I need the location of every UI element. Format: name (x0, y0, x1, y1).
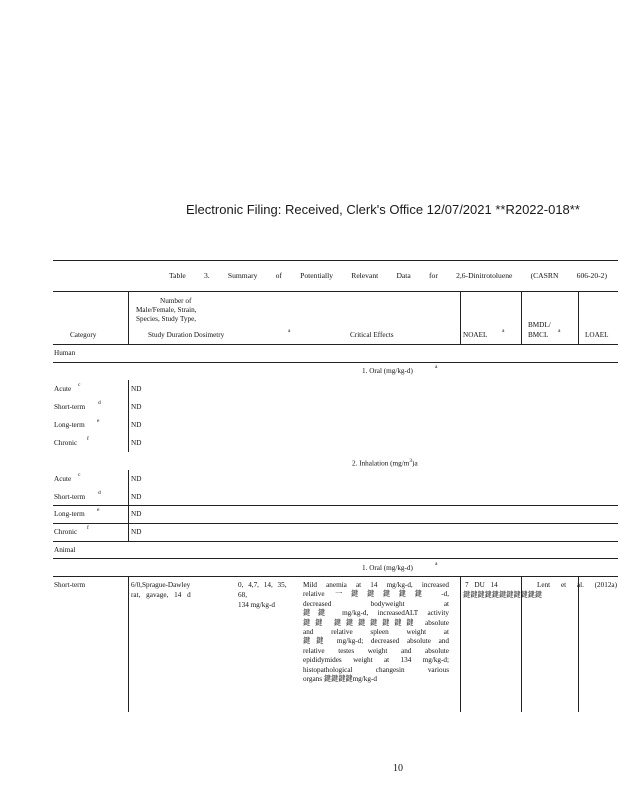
row-inhal-chronic-label: Chronic (54, 528, 78, 536)
row-inhal-shortterm-sup: d (98, 490, 101, 496)
col-rule-species-animal (128, 576, 129, 712)
row-inhal-longterm-sup: e (97, 507, 100, 513)
row-inhal-acute-sup: c (78, 472, 81, 478)
row-shortterm-value: ND (131, 403, 142, 411)
col-rule-loael-animal (578, 576, 579, 712)
animal-row-dose-2: 68, (238, 591, 247, 599)
col-rule-species-h-inhal (128, 470, 129, 541)
header-noael-sup: a (502, 328, 505, 334)
row-inhal-chronic-value: ND (131, 528, 142, 536)
long-term-bottom-rule (53, 523, 618, 524)
header-species-line-2: Male/Female, Strain, (136, 306, 197, 314)
header-species-line-4: Study Duration Dosimetry (148, 331, 225, 339)
header-species-line-3: Species, Study Type, (136, 315, 197, 323)
header-category: Category (70, 331, 97, 339)
section-animal-oral: 1. Oral (mg/kg-d) (362, 564, 413, 572)
animal-row-reference: Lent et al. (2012a) (537, 581, 617, 589)
row-longterm-label: Long-term (54, 421, 85, 429)
header-critical-effects: Critical Effects (350, 331, 394, 339)
row-inhal-chronic-sup: f (87, 525, 89, 531)
header-species-line-1: Number of (160, 297, 192, 305)
page-number: 10 (393, 763, 403, 774)
row-inhal-longterm-value: ND (131, 510, 142, 518)
header-noael: NOAEL (463, 331, 488, 339)
animal-row-dose-3: 134 mg/kg-d (238, 601, 275, 609)
section-inhalation: 2. Inhalation $(mg/m^3)a$ (352, 458, 418, 468)
animal-section-rule (53, 558, 618, 559)
table-header-rule (53, 344, 618, 345)
long-term-top-rule (53, 505, 618, 506)
row-chronic-label: Chronic (54, 439, 78, 447)
row-chronic-value: ND (131, 439, 142, 447)
animal-oral-rule (53, 576, 618, 577)
table-title: Table 3. Summary of Potentially Relevant Data for 2,6-Dinitrotoluene (CASRN 606-20-2) (169, 271, 608, 280)
row-acute-sup: c (78, 382, 81, 388)
chronic-bottom-rule (53, 541, 618, 542)
row-acute-value: ND (131, 385, 142, 393)
row-acute-label: Acute (54, 385, 72, 393)
row-inhal-longterm-label: Long-term (54, 510, 85, 518)
animal-row-species-2: rat, gavage, 14 d (131, 591, 191, 599)
table-top-rule (53, 260, 618, 261)
section-animal-oral-sup: a (435, 561, 438, 567)
col-rule-species (128, 291, 129, 344)
header-bmcl: BMCL (528, 331, 549, 339)
section-human: Human (54, 349, 76, 357)
row-inhal-acute-value: ND (131, 475, 142, 483)
row-shortterm-label: Short-term (54, 403, 86, 411)
col-rule-bmdl (521, 291, 522, 344)
header-dosimetry-sup: a (288, 328, 291, 334)
animal-row-dose-1: 0, 4,7, 14, 35, (238, 581, 287, 589)
row-longterm-value: ND (131, 421, 142, 429)
row-inhal-acute-label: Acute (54, 475, 72, 483)
animal-row-noael-1: 7 DU 14 (465, 581, 498, 589)
animal-row-species-1: 6/0,Sprague-Dawley (131, 581, 191, 589)
section-human-oral: 1. Oral (mg/kg-d) (362, 367, 413, 375)
table-title-rule (53, 291, 618, 292)
animal-row-effects: Mild anemia at 14 mg/kg-d, increased relative 一鍵鍵鍵鍵鍵 -d, decreased bodyweight at 鍵鍵 mg/kg-d, increasedALT activity 鍵鍵 鍵鍵鍵鍵鍵鍵鍵 absolute and relative spleen weight at 鍵鍵 mg/kg-d; decreased absolute and relative testes weight and absolute epididymides weight at 134 mg/kg-d; histopathological changesin various organs 鍵鍵鍵鍵mg/kg-d (303, 581, 449, 684)
animal-row-category: Short-term (54, 581, 86, 589)
header-loael: LOAEL (585, 331, 609, 339)
header-bmdl: BMDL/ (528, 321, 551, 329)
col-rule-species-h-oral (128, 380, 129, 452)
animal-row-noael-2: 鍵鍵鍵鍵鍵鍵鍵鍵鍵鍵鍵 (463, 591, 543, 599)
row-longterm-sup: e (97, 418, 100, 424)
section-human-oral-sup: a (435, 364, 438, 370)
col-rule-loael (578, 291, 579, 344)
human-section-rule (53, 362, 618, 363)
filing-header: Electronic Filing: Received, Clerk's Office 12/07/2021 **R2022-018** (186, 202, 580, 217)
row-chronic-sup: f (87, 436, 89, 442)
row-inhal-shortterm-value: ND (131, 493, 142, 501)
header-bmdl-sup: a (558, 328, 561, 334)
row-inhal-shortterm-label: Short-term (54, 493, 86, 501)
col-rule-noael-animal (460, 576, 461, 712)
col-rule-noael (460, 291, 461, 344)
row-shortterm-sup: d (98, 400, 101, 406)
section-animal: Animal (54, 546, 76, 554)
